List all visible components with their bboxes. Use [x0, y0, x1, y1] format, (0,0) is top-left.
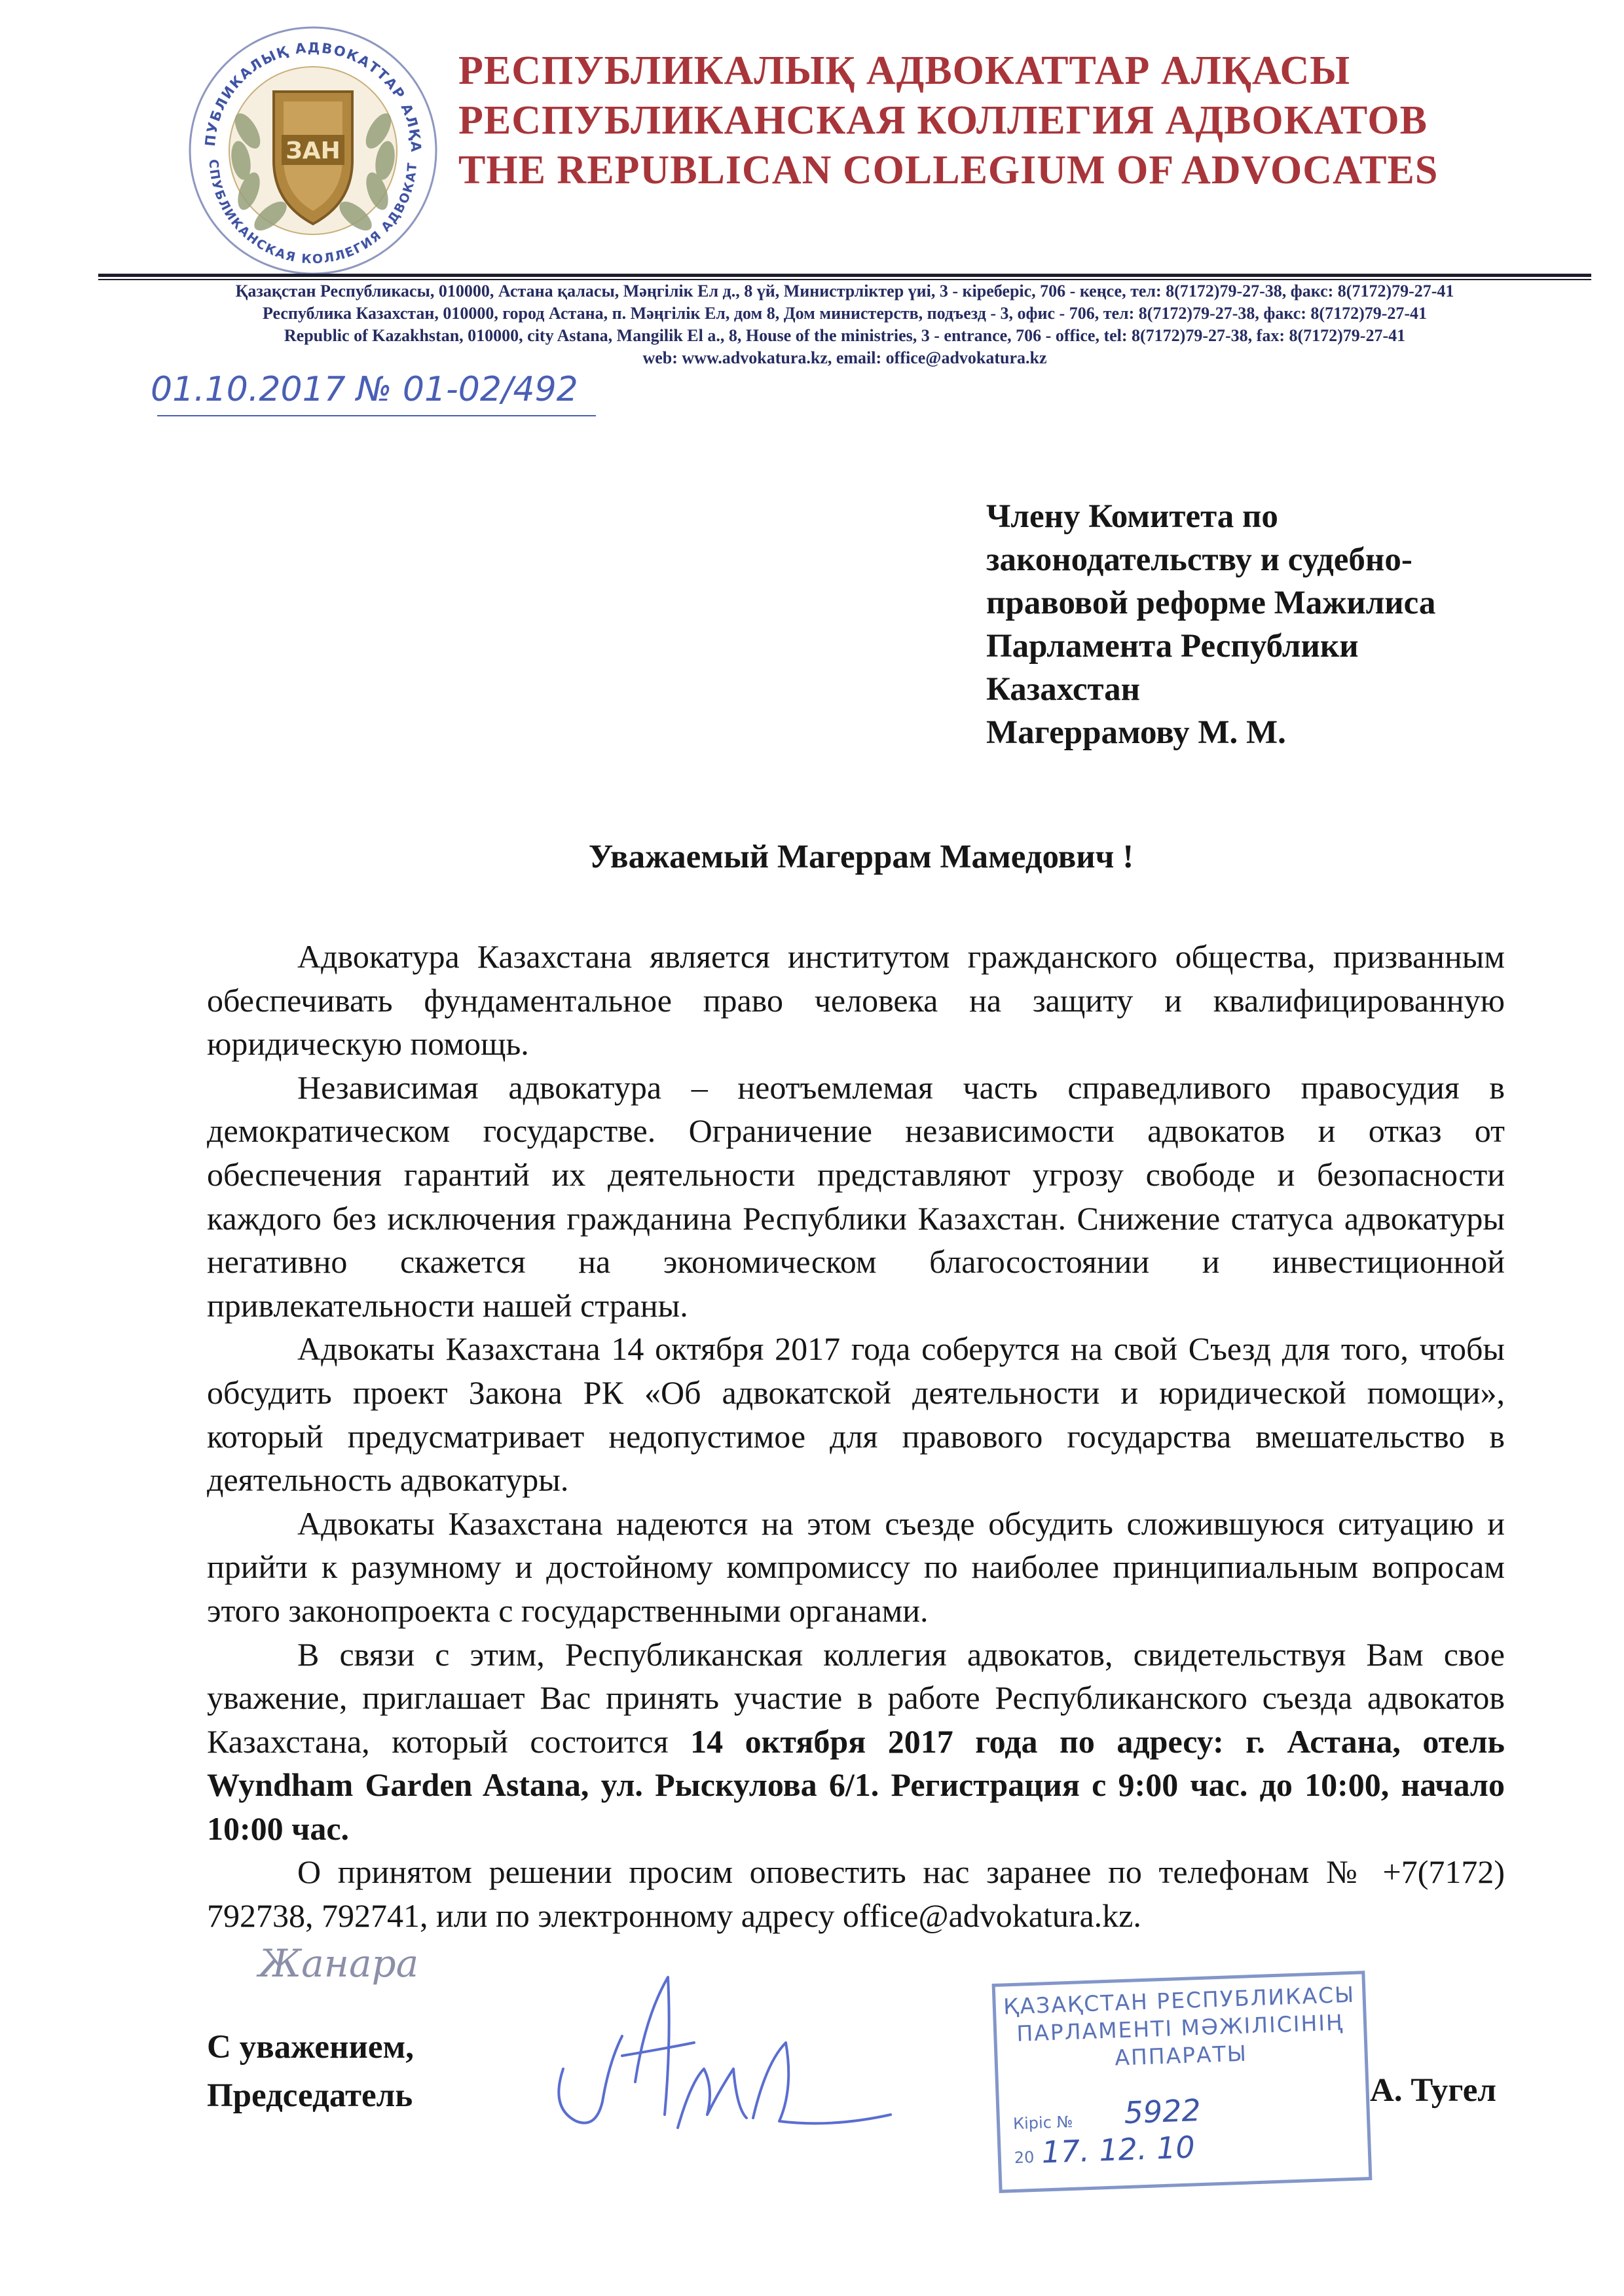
body-paragraph-4: Адвокаты Казахстана надеются на этом съезде обсудить сложившуюся ситуацию и прийти к разумному и достойному компромиссу по наиболее принципиальным вопросам этого законопроекта с государственными органами.	[207, 1504, 1505, 1629]
letter-body	[207, 935, 1505, 1938]
incoming-registration-stamp	[992, 1971, 1373, 2193]
body-paragraph-5	[207, 1633, 1505, 1851]
org-name-en: THE REPUBLICAN COLLEGIUM OF ADVOCATES	[458, 148, 1439, 192]
outgoing-number: 01.10.2017 № 01-02/492	[151, 370, 578, 409]
addressee-line: Магеррамову М. М.	[986, 714, 1286, 751]
handwritten-note: Жанара	[259, 1941, 419, 1986]
stamp-year-prefix: 20	[1014, 2147, 1035, 2168]
collegium-emblem-icon	[175, 20, 451, 282]
addressee-line: Казахстан	[986, 671, 1141, 708]
addressee-block	[986, 495, 1576, 754]
address-en: Republic of Kazakhstan, 010000, city Astana, Mangilik El a., 8, House of the ministries, 3 - entrance, 706 - office, tel: 8(7172)79-27-38, fax: 8(7172)79-27-41	[284, 326, 1406, 345]
stamp-date: 17. 12. 10	[1041, 2129, 1196, 2170]
addressee-line: Парламента Республики	[986, 628, 1359, 665]
body-paragraph-3: Адвокаты Казахстана 14 октября 2017 года соберутся на свой Съезд для того, чтобы обсудить проект Закона РК «Об адвокатской деятельности и юридической помощи», который предусматривает недопустимое для правового государства вмешательство в деятельность адвокатуры.	[207, 1330, 1505, 1499]
organization-names	[458, 46, 1572, 195]
event-details: 14 октября 2017 года по адресу: г. Астана, отель Wyndham Garden Astana, ул. Рыскулова 6/1. Регистрация с 9:00 час. до 10:00, начало 10:00 час.	[207, 1722, 1505, 1847]
stamp-line-2: ПАРЛАМЕНТІ МӘЖІЛІСІНІҢ	[1016, 2009, 1344, 2047]
addressee-line: правовой реформе Мажилиса	[986, 585, 1436, 621]
header-divider	[98, 274, 1591, 277]
stamp-kiris-number: 5922	[1123, 2092, 1202, 2131]
logo-ring-bottom-text: СПУБЛИКАНСКАЯ КОЛЛЕГИЯ АДВОКАТ	[206, 158, 420, 267]
stamp-kiris-label: Кіріс №	[1012, 2112, 1073, 2134]
body-paragraph-6: О принятом решении просим оповестить нас заранее по телефонам № +7(7172) 792738, 792741, или по электронному адресу office@advokatura.kz.	[207, 1853, 1505, 1935]
logo-ring-top-text: ПУБЛИКАЛЫҚ АДВОКАТТАР АЛҚА	[202, 39, 424, 154]
body-paragraph-2: Независимая адвокатура – неотъемлемая часть справедливого правосудия в демократическом государстве. Ограничение независимости адвокатов и отказ от обеспечения гарантий их деятельности представляют угрозу свободе и безопасности каждого без исключения гражданина Республики Казахстан. Снижение статуса адвокатуры негативно скажется на экономическом благосостоянии и инвестиционной привлекательности нашей страны.	[207, 1068, 1505, 1324]
signer-name: А. Тугел	[1370, 2072, 1497, 2109]
collegium-logo	[175, 20, 451, 282]
closing-regards: С уважением,	[207, 2029, 414, 2066]
closing-position: Председатель	[207, 2077, 413, 2114]
underline-icon	[151, 410, 609, 424]
outgoing-number-handwritten	[151, 370, 609, 435]
org-name-ru: РЕСПУБЛИКАНСКАЯ КОЛЛЕГИЯ АДВОКАТОВ	[458, 98, 1428, 143]
signature-icon	[537, 1958, 904, 2147]
body-paragraph-1: Адвокатура Казахстана является институтом гражданского общества, призванным обеспечивать фундаментальное право человека на защиту и квалифицированную юридическую помощь.	[207, 938, 1505, 1063]
stamp-line-3: АППАРАТЫ	[1114, 2040, 1248, 2071]
closing-block	[207, 2023, 414, 2120]
stamp-line-1: ҚАЗАҚСТАН РЕСПУБЛИКАСЫ	[1003, 1981, 1356, 2020]
web-email: web: www.advokatura.kz, email: office@advokatura.kz	[642, 348, 1047, 367]
invitation-text: В связи с этим, Республиканская коллегия адвокатов, свидетельствуя Вам свое уважение, приглашает Вас принять участие в работе Республиканского съезда адвокатов Казахстана, который состоится	[207, 1635, 1505, 1760]
address-kz: Қазақстан Республикасы, 010000, Астана қаласы, Мәңгілік Ел д., 8 үй, Министрліктер үиі, 3 - кіреберіс, 706 - кеңсе, тел: 8(7172)79-27-38, факс: 8(7172)79-27-41	[235, 282, 1454, 301]
addressee-line: законодательству и судебно-	[986, 541, 1412, 578]
address-ru: Республика Казахстан, 010000, город Астана, п. Мәңгілік Ел, дом 8, Дом министерств, подъезд - 3, офис - 706, тел: 8(7172)79-27-38, факс: 8(7172)79-27-41	[262, 304, 1428, 323]
salutation: Уважаемый Магеррам Мамедович !	[588, 839, 1134, 875]
org-name-kz: РЕСПУБЛИКАЛЫҚ АДВОКАТТАР АЛҚАСЫ	[458, 48, 1351, 93]
logo-emblem-text: ЗАН	[286, 137, 341, 164]
addressee-line: Члену Комитета по	[986, 498, 1278, 535]
contact-address-block	[79, 280, 1611, 369]
